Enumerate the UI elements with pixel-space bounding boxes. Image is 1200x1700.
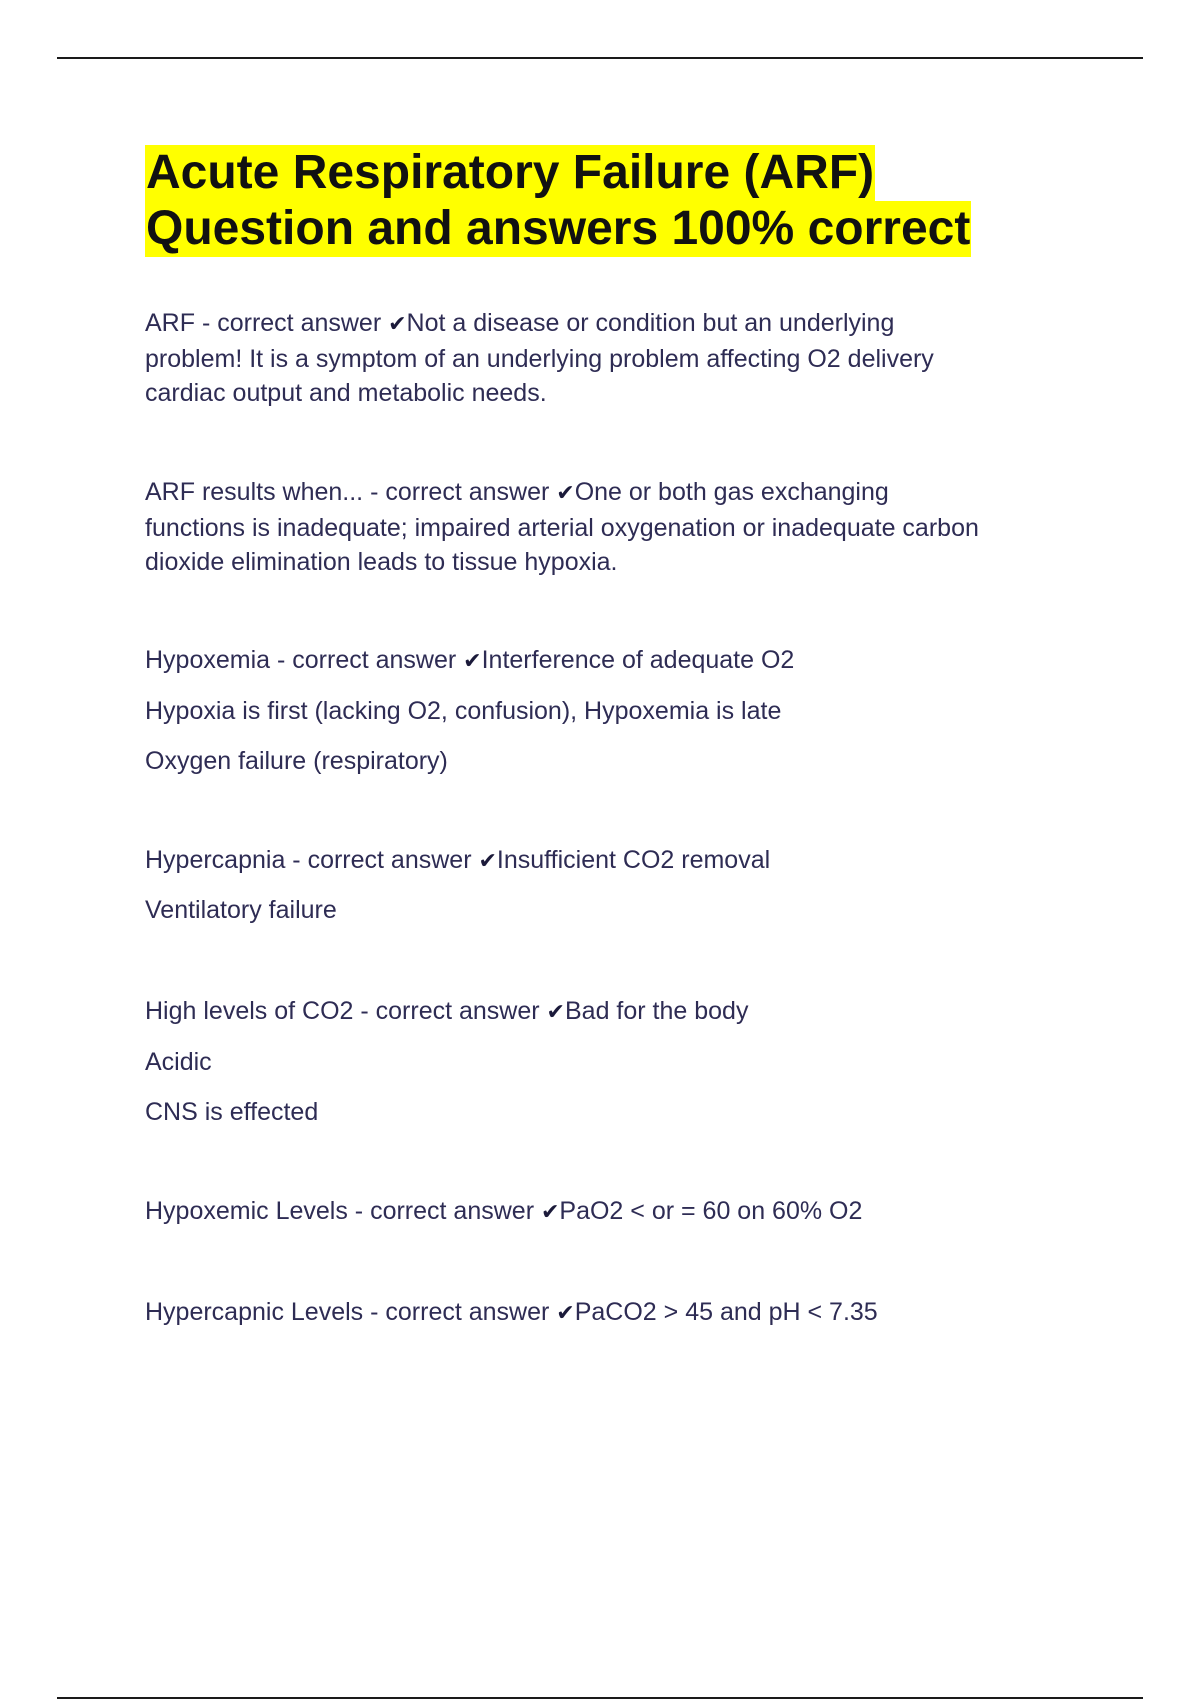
title-line-1: Acute Respiratory Failure (ARF)	[146, 146, 875, 199]
qa-separator: - correct answer	[285, 846, 479, 874]
qa-answer: One or both gas exchanging	[574, 478, 889, 506]
qa-separator: - correct answer	[347, 1197, 541, 1225]
qa-entry	[145, 1194, 1075, 1230]
qa-first-line	[145, 843, 1075, 879]
qa-separator: - correct answer	[270, 646, 464, 674]
checkmark-icon: ✔	[463, 649, 482, 674]
checkmark-icon: ✔	[556, 1301, 575, 1326]
qa-extra-line: CNS is effected	[145, 1098, 319, 1126]
qa-first-line	[145, 994, 1075, 1030]
qa-first-line	[145, 1295, 1075, 1331]
qa-answer-line: dioxide elimination leads to tissue hypoxia.	[145, 548, 618, 576]
qa-extra-line: Acidic	[145, 1048, 212, 1076]
qa-term: ARF results when...	[145, 478, 364, 506]
qa-extra-line: Ventilatory failure	[145, 896, 337, 924]
qa-term: High levels of CO2	[145, 997, 354, 1025]
qa-answer-line: functions is inadequate; impaired arterial oxygenation or inadequate carbon	[145, 514, 979, 542]
qa-entry	[145, 994, 1075, 1030]
checkmark-icon: ✔	[388, 312, 407, 337]
qa-term: Hypoxemic Levels	[145, 1197, 348, 1225]
header-rule	[57, 57, 1143, 59]
qa-separator: - correct answer	[353, 997, 547, 1025]
qa-first-line	[145, 1194, 1075, 1230]
checkmark-icon: ✔	[546, 1000, 565, 1025]
qa-answer: Insufficient CO2 removal	[496, 846, 771, 874]
qa-answer-line: cardiac output and metabolic needs.	[145, 379, 547, 407]
qa-first-line	[145, 643, 1075, 679]
checkmark-icon: ✔	[556, 481, 575, 506]
qa-answer: PaCO2 > 45 and pH < 7.35	[574, 1298, 878, 1326]
qa-entry	[145, 1295, 1075, 1331]
footer-rule	[57, 1697, 1143, 1699]
qa-term: Hypoxemia	[145, 646, 271, 674]
qa-first-line	[145, 306, 1075, 342]
qa-answer-line: problem! It is a symptom of an underlying problem affecting O2 delivery	[145, 345, 934, 373]
qa-entry	[145, 475, 1075, 579]
title-line-2: Question and answers 100% correct	[146, 202, 971, 255]
document-title	[145, 145, 1105, 257]
qa-answer: Bad for the body	[564, 997, 749, 1025]
qa-extra-line: Oxygen failure (respiratory)	[145, 747, 448, 775]
qa-first-line	[145, 475, 1075, 511]
qa-entry	[145, 306, 1075, 410]
qa-term: Hypercapnic Levels	[145, 1298, 364, 1326]
qa-term: Hypercapnia	[145, 846, 286, 874]
qa-separator: - correct answer	[195, 309, 389, 337]
qa-extra-line: Hypoxia is first (lacking O2, confusion), Hypoxemia is late	[145, 697, 782, 725]
qa-entry	[145, 643, 1075, 679]
qa-separator: - correct answer	[363, 1298, 557, 1326]
qa-answer: Not a disease or condition but an underlying	[406, 309, 895, 337]
qa-term: ARF	[145, 309, 195, 337]
checkmark-icon: ✔	[540, 1200, 560, 1225]
qa-answer: Interference of adequate O2	[481, 646, 795, 674]
checkmark-icon: ✔	[478, 849, 497, 874]
qa-entry	[145, 843, 1075, 879]
qa-separator: - correct answer	[363, 478, 557, 506]
qa-answer: PaO2 < or = 60 on 60% O2	[559, 1197, 863, 1225]
